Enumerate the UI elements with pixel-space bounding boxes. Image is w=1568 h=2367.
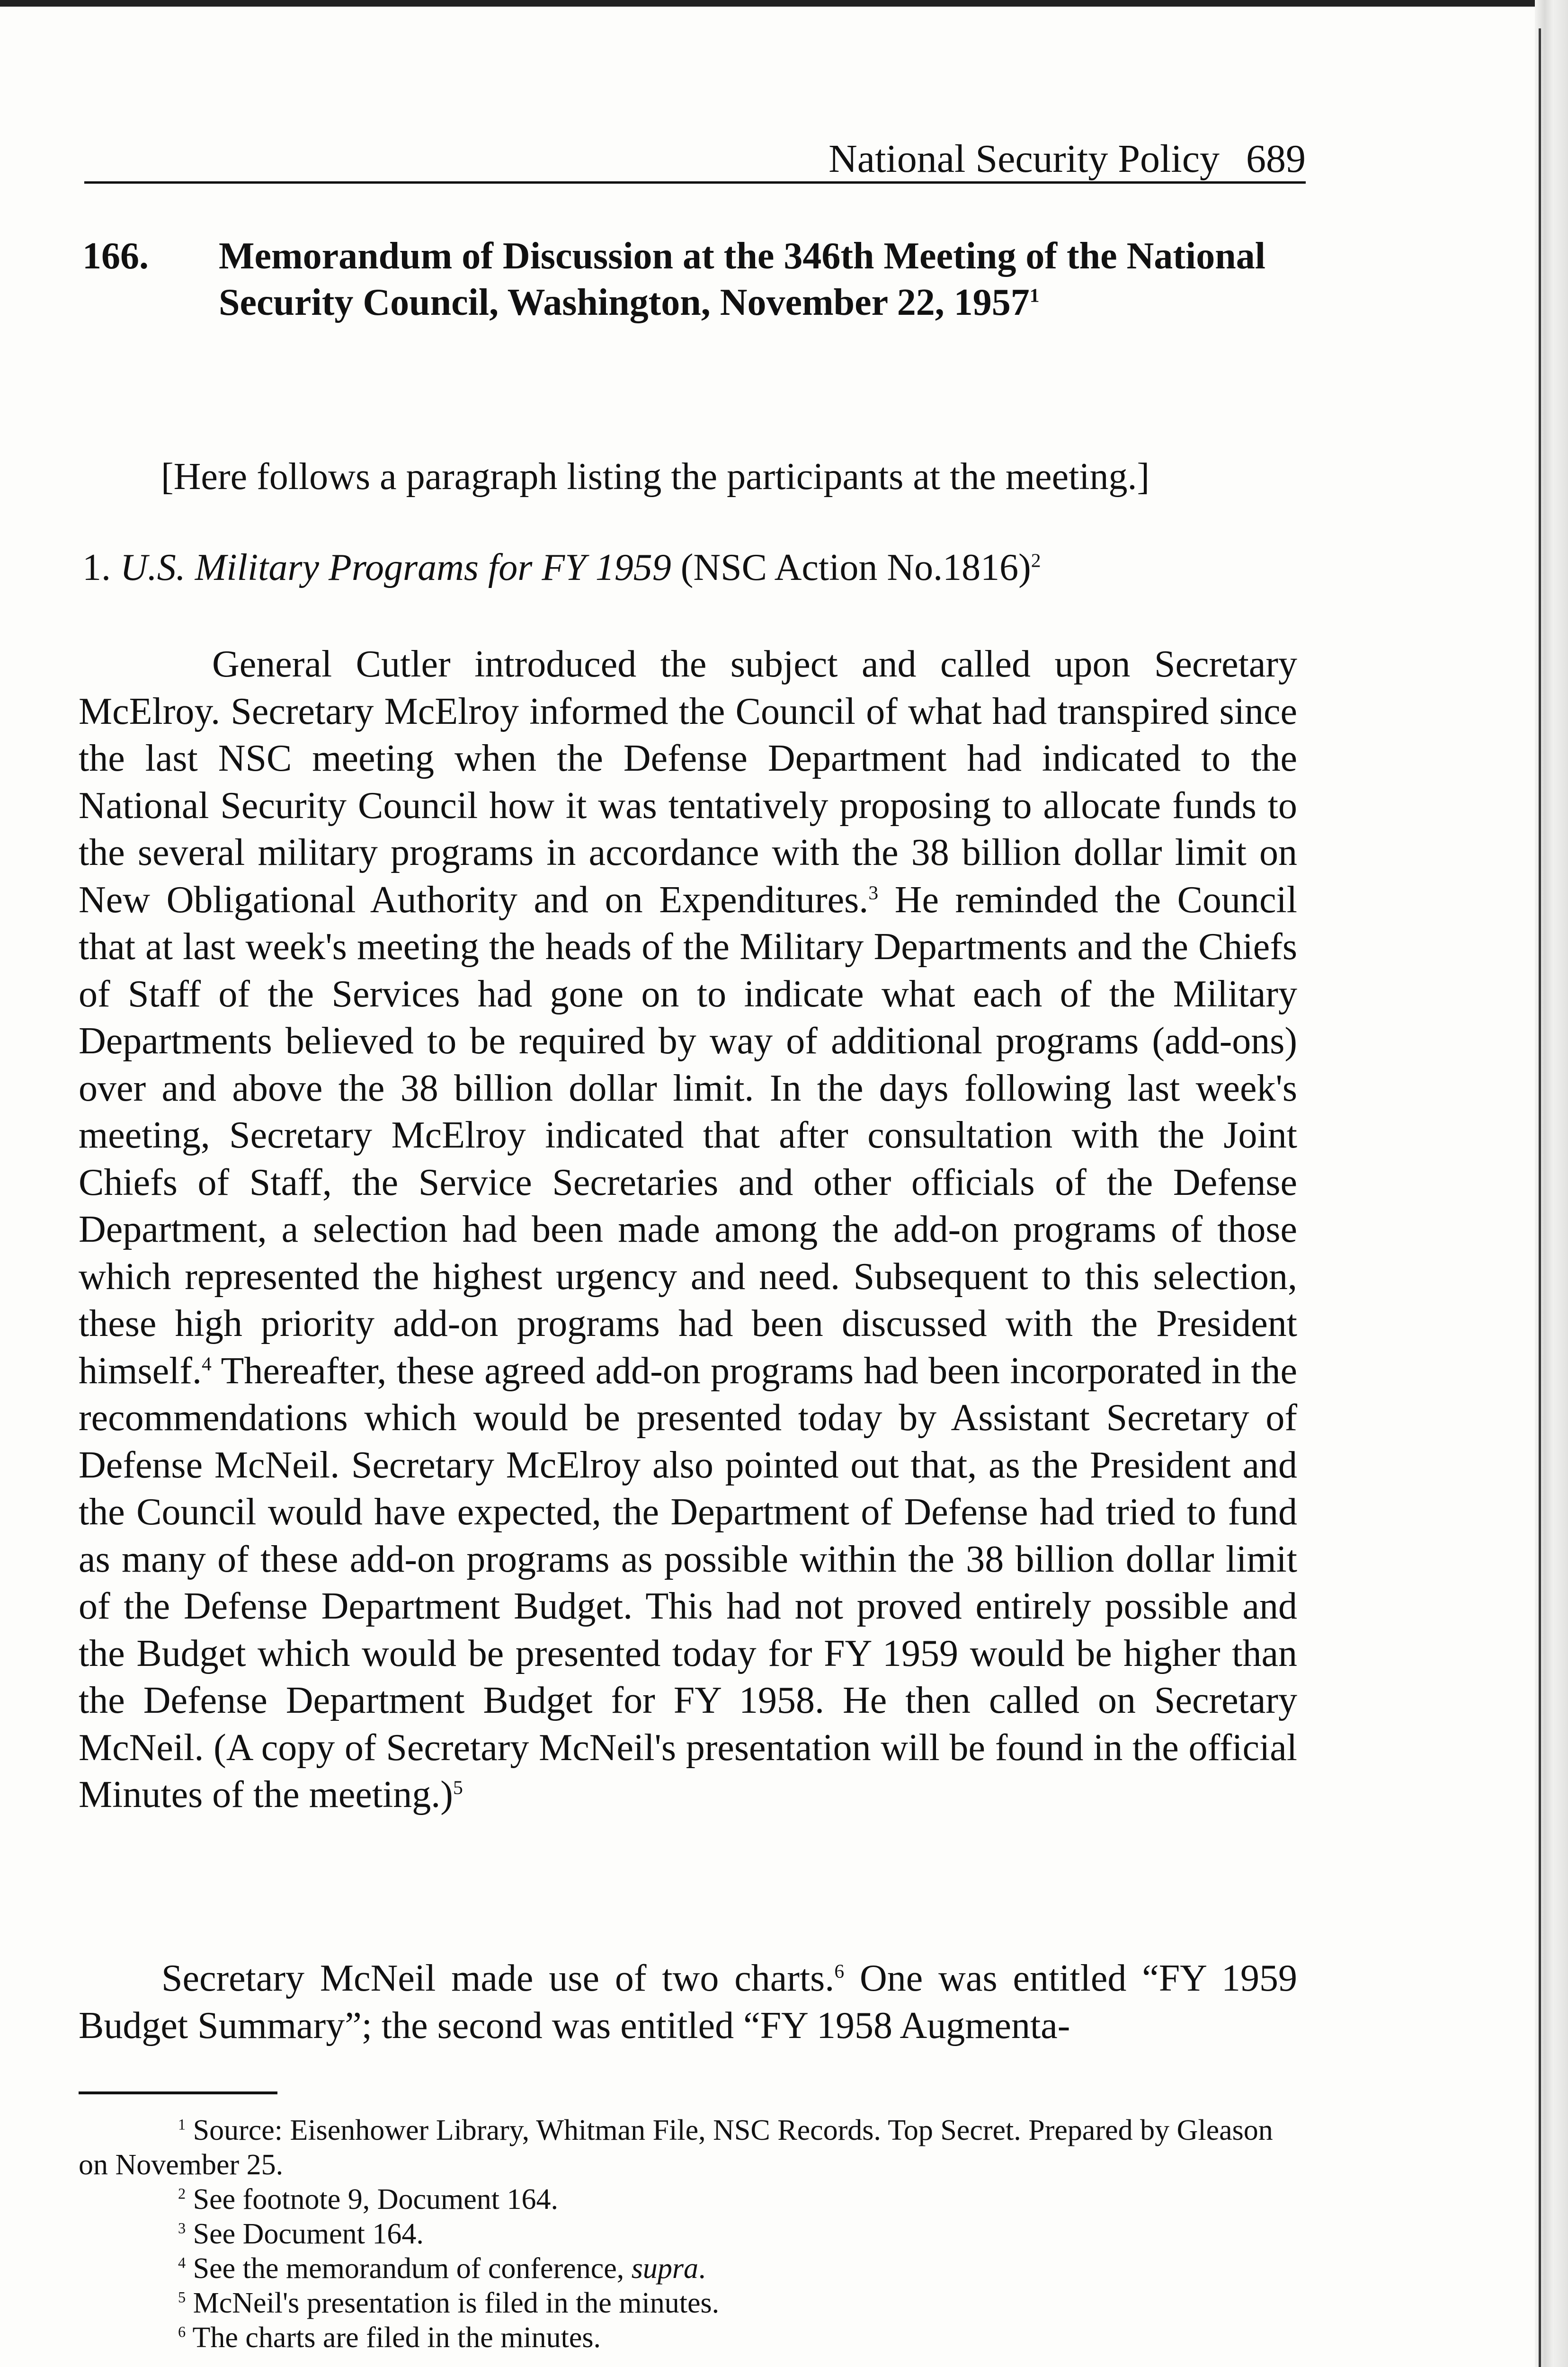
section-number: 1.: [82, 547, 111, 588]
footnote-5: [79, 2286, 1300, 2321]
footnote-text: See the memorandum of conference,: [193, 2252, 632, 2285]
paragraph-1-text-c: Thereafter, these agreed add-on programs had been incorporated in the recommendations which would be presented today by Assistant Secretary of Defense McNeil. Secretary McElroy also pointed out that, as the President and the Council would have expected, the Department of Defense had tried to fund as many of these add-on programs as possible within the 38 billion dollar limit of the Defense Department Budget. This had not proved entirely possible and the Budget which would be presented today for FY 1959 would be higher than the Defense Department Budget for FY 1958. He then called on Secretary McNeil. (A copy of Secretary McNeil's presentation will be found in the official Minutes of the meeting.): [79, 1350, 1297, 1815]
footnote-number: 4: [178, 2254, 186, 2271]
scan-edge-top: [0, 0, 1568, 7]
footnote-ref-4: 4: [201, 1352, 212, 1374]
footnote-text: See Document 164.: [193, 2218, 424, 2250]
body-paragraph-1: [79, 641, 1297, 1819]
scan-binding-line: [1539, 28, 1541, 2367]
footnote-number: 1: [178, 2116, 186, 2133]
section-heading: [82, 544, 1041, 591]
footnote-4: [79, 2251, 1300, 2286]
footnote-rule: [79, 2091, 277, 2094]
footnote-ref-1: 1: [1029, 284, 1040, 306]
paragraph-1-text-b: He reminded the Council that at last week's meeting the heads of the Military Departments and the Chiefs of Staff of the Services had gone on to indicate what each of the Military Departments believed to be required by way of additional programs (add-ons) over and above the 38 billion dollar limit. In the days following last week's meeting, Secretary McElroy indicated that after consultation with the Joint Chiefs of Staff, the Service Secretaries and other officials of the Defense Department, a selection had been made among the add-on programs of those which represented the highest urgency and need. Subsequent to this selection, these high priority add-on programs had been discussed with the President himself.: [79, 879, 1297, 1392]
document-title-text: Memorandum of Discussion at the 346th Meeting of the National Security Council, Washington, November 22, 1957: [219, 235, 1265, 323]
editorial-note: [Here follows a paragraph listing the participants at the meeting.]: [161, 456, 1150, 498]
footnote-ref-3: 3: [868, 881, 879, 903]
section-title: U.S. Military Programs for FY 1959: [120, 547, 671, 588]
document-number: 166.: [82, 235, 149, 277]
document-title: [219, 233, 1279, 326]
footnote-2: [79, 2182, 1300, 2217]
footnote-text: McNeil's presentation is filed in the minutes.: [193, 2287, 720, 2319]
footnote-3: [79, 2217, 1300, 2251]
footnote-1: [79, 2113, 1300, 2182]
paragraph-2-text-a: Secretary McNeil made use of two charts.: [161, 1958, 835, 1999]
section-action-ref: (NSC Action No.1816): [680, 547, 1031, 588]
header-rule: [84, 181, 1306, 184]
footnote-ref-5: 5: [453, 1776, 463, 1798]
body-paragraph-2: [79, 1955, 1297, 2049]
footnote-text: Source: Eisenhower Library, Whitman File, NSC Records. Top Secret. Prepared by Gleason on November 25.: [79, 2114, 1273, 2181]
page-number: 689: [1246, 137, 1306, 181]
footnote-number: 3: [178, 2219, 186, 2237]
running-header-text: [829, 139, 1306, 179]
footnote-text: The charts are filed in the minutes.: [192, 2322, 601, 2354]
footnote-number: 5: [178, 2288, 186, 2306]
footnote-text-end: .: [698, 2252, 706, 2285]
footnote-text-italic: supra: [631, 2252, 699, 2285]
footnote-ref-6: 6: [834, 1960, 845, 1982]
footnote-number: 2: [178, 2185, 186, 2202]
footnote-text: See footnote 9, Document 164.: [193, 2183, 559, 2216]
footnote-number: 6: [178, 2323, 186, 2340]
paragraph-2-text-b: One was entitled “FY 1959 Budget Summary”; the second was entitled “FY 1958 Augmenta-: [79, 1958, 1297, 2047]
footnote-6: [79, 2321, 1300, 2355]
running-title: National Security Policy: [829, 137, 1220, 181]
running-header: [84, 136, 1306, 184]
footnote-ref-2: 2: [1031, 549, 1041, 571]
footnotes: [79, 2113, 1300, 2355]
paragraph-1-text-a: General Cutler introduced the subject and called upon Secretary McElroy. Secretary McElroy informed the Council of what had transpired since the last NSC meeting when the Defense Department had indicated to the National Security Council how it was tentatively proposing to allocate funds to the several military programs in accordance with the 38 billion dollar limit on New Obligational Authority and on Expenditures.: [79, 643, 1297, 921]
